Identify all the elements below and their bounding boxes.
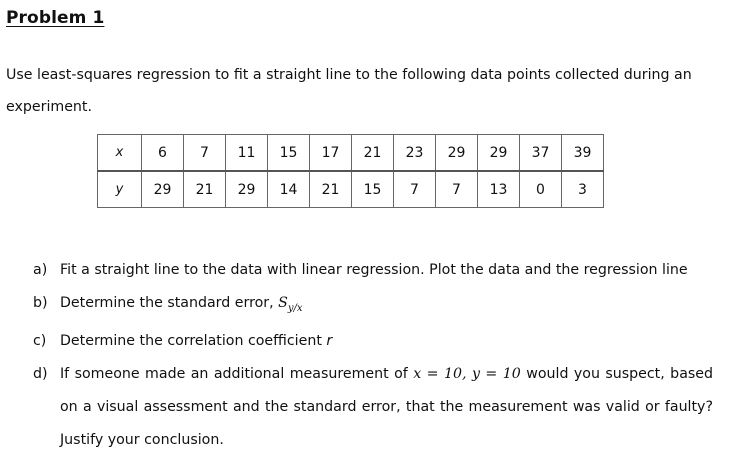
x-row-label: x [98, 135, 142, 172]
x-value: 15 [268, 135, 310, 172]
y-value: 29 [142, 171, 184, 208]
standard-error-symbol: $S_{y/x}$ [278, 295, 303, 314]
x-value: 29 [436, 135, 478, 172]
question-letter: a) [33, 262, 48, 278]
question-letter: b) [33, 295, 48, 311]
x-row [98, 135, 604, 172]
y-value: 7 [436, 171, 478, 208]
x-value: 7 [184, 135, 226, 172]
x-value: 39 [562, 135, 604, 172]
x-value: 17 [310, 135, 352, 172]
question-text: Determine the standard error, [60, 295, 274, 311]
y-value: 29 [226, 171, 268, 208]
x-value: 37 [520, 135, 562, 172]
measurement-math: x = 10, y = 10 [413, 366, 521, 382]
y-value: 7 [394, 171, 436, 208]
question-letter: c) [33, 333, 47, 349]
question-text: Fit a straight line to the data with linear regression. Plot the data and the regression line [60, 262, 688, 278]
y-value: 0 [520, 171, 562, 208]
question-a [33, 254, 713, 287]
question-text-continued: would you suspect, based on a visual assessment and the standard error, that the measurement was valid or faulty? Justify your conclusion. [60, 366, 714, 448]
y-value: 13 [478, 171, 520, 208]
data-table [97, 134, 604, 208]
correlation-symbol: r [326, 333, 333, 349]
y-row-label: y [98, 171, 142, 208]
x-value: 6 [142, 135, 184, 172]
standard-error-subscript: y/x [287, 303, 303, 314]
question-b [33, 287, 713, 325]
y-value: 3 [562, 171, 604, 208]
y-value: 15 [352, 171, 394, 208]
x-value: 29 [478, 135, 520, 172]
x-value: 11 [226, 135, 268, 172]
y-value: 21 [310, 171, 352, 208]
question-text: Determine the correlation coefficient [60, 333, 322, 349]
question-letter: d) [33, 366, 48, 382]
x-value: 21 [352, 135, 394, 172]
y-value: 14 [268, 171, 310, 208]
question-text: If someone made an additional measurement of [60, 366, 408, 382]
problem-intro: Use least-squares regression to fit a straight line to the following data points collected during an experiment. [6, 67, 692, 115]
y-row [98, 171, 604, 208]
problem-title: Problem 1 [6, 8, 105, 28]
y-value: 21 [184, 171, 226, 208]
x-value: 23 [394, 135, 436, 172]
question-c [33, 325, 713, 358]
question-d [33, 358, 713, 457]
question-list [33, 254, 713, 457]
